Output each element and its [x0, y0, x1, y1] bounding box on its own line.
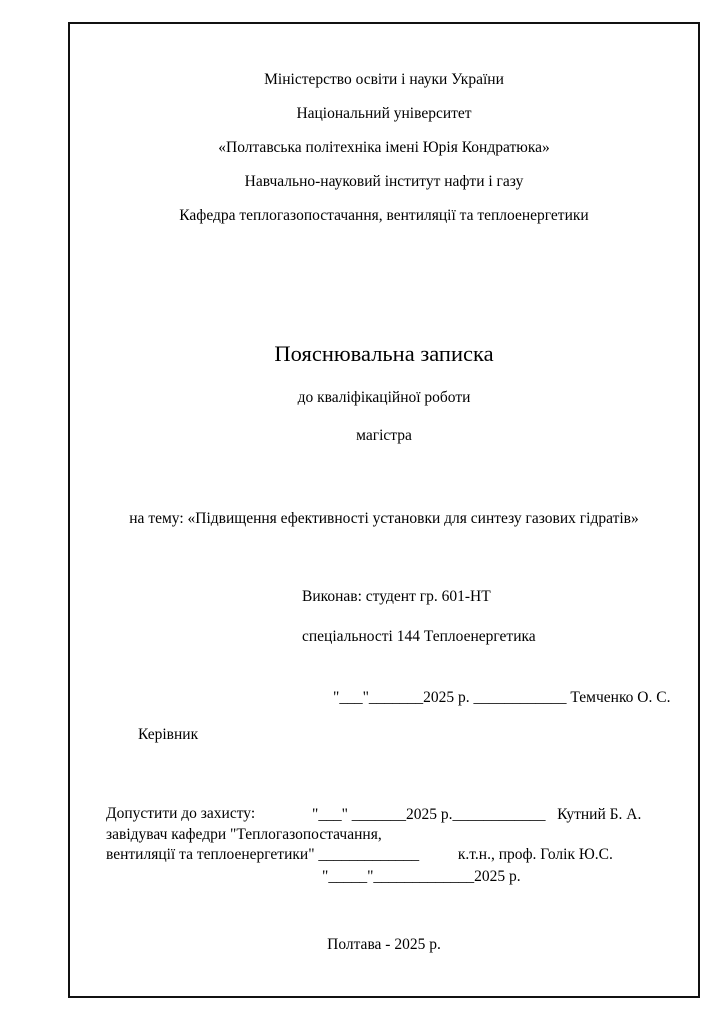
degree-level: магістра	[356, 427, 412, 444]
university-name-line: «Полтавська політехніка імені Юрія Кондратюка»	[218, 139, 550, 156]
defense-approval-block	[106, 806, 686, 884]
document-title-block	[70, 343, 698, 444]
footer-block	[70, 937, 698, 953]
ministry-line: Міністерство освіти і науки України	[264, 71, 504, 88]
approval-heading: Допустити до захисту:	[106, 805, 256, 822]
page-border-frame	[68, 22, 700, 998]
institute-line: Навчально-науковий інститут нафти і газу	[244, 173, 524, 190]
approval-head-of-department-line2: вентиляції та теплоенергетики" _____________ к.т.н., проф. Голік Ю.С.	[106, 846, 613, 863]
specialty-line: спеціальності 144 Теплоенергетика	[302, 627, 536, 645]
page-title: Пояснювальна записка	[274, 341, 494, 366]
student-signature-row	[138, 668, 702, 783]
performed-by-line: Виконав: студент гр. 601-НТ	[302, 588, 491, 605]
supervisor-role-label: Керівник	[138, 726, 199, 744]
university-line: Національний університет	[296, 105, 472, 122]
document-subtitle: до кваліфікаційної роботи	[297, 388, 471, 406]
approval-head-of-department-line1: завідувач кафедри "Теплогазопостачання,	[106, 825, 382, 843]
supervisor-signature-row: "___" _______2025 р.____________ Кутний Б. А.	[312, 805, 642, 823]
thesis-topic-block	[70, 511, 698, 527]
department-line: Кафедра теплогазопостачання, вентиляції та теплоенергетики	[179, 207, 589, 224]
city-year-line: Полтава - 2025 р.	[327, 936, 441, 953]
organization-header	[70, 72, 698, 242]
thesis-topic-line: на тему: «Підвищення ефективності установки для синтезу газових гідратів»	[129, 510, 639, 527]
approval-date-row: "_____"_____________2025 р.	[322, 867, 521, 885]
student-signature-text: "___"_______2025 р. ____________ Темченко О. С.	[333, 688, 671, 706]
page-content-area	[70, 24, 698, 996]
